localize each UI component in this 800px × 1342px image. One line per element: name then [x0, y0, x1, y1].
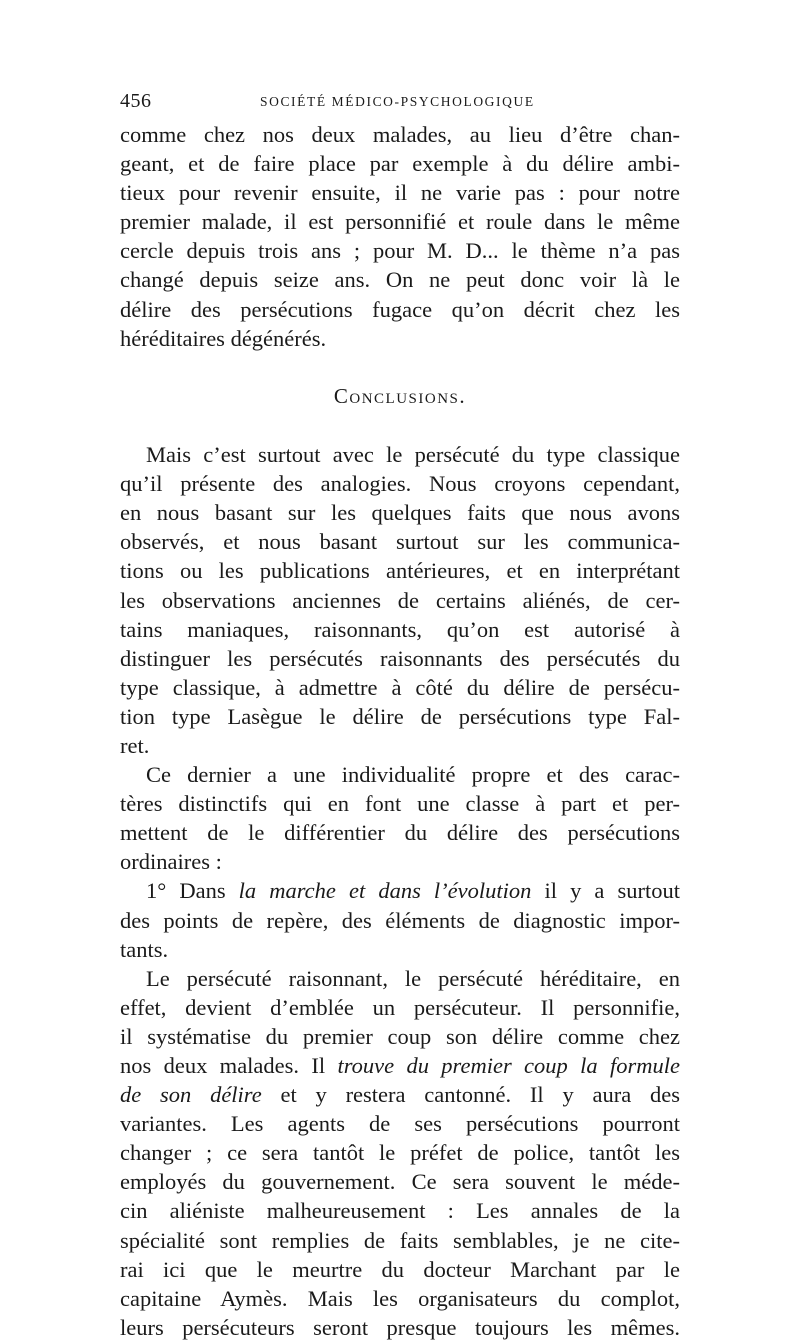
paragraph-continued: [120, 120, 680, 353]
text-line: délire des persécutions fugace qu’on décrit chez les: [120, 296, 680, 322]
text-line: [120, 876, 680, 905]
text-line: spécialité sont remplies de faits semblables, je ne cite-: [120, 1227, 680, 1253]
paragraph: [120, 440, 680, 760]
spacer: [120, 353, 680, 382]
text-line: en nous basant sur les quelques faits que nous avons: [120, 500, 680, 526]
text-line: tion type Lasègue le délire de persécutions type Fal-: [120, 703, 680, 729]
paragraph: [120, 760, 680, 876]
running-head: [120, 90, 680, 116]
text-line: mettent de le différentier du délire des persécutions: [120, 820, 680, 846]
body-text: [120, 120, 680, 1342]
text-run: il y a surtout: [531, 878, 680, 904]
text-line: changer ; ce sera tantôt le préfet de police, tantôt les: [120, 1140, 680, 1166]
italic-text: de son délire: [120, 1082, 262, 1108]
text-line: il systématise du premier coup son délire comme chez: [120, 1023, 680, 1049]
section-heading: [120, 382, 680, 411]
text-line: tains maniaques, raisonnants, qu’on est autorisé à: [120, 616, 680, 642]
text-line: [120, 1080, 680, 1109]
text-run: et y restera cantonné. Il y aura des: [261, 1082, 680, 1108]
text-line: tions ou les publications antérieures, et en interprétant: [120, 558, 680, 584]
text-line: héréditaires dégénérés.: [120, 325, 327, 351]
text-line: cercle depuis trois ans ; pour M. D... le thème n’a pas: [120, 238, 680, 264]
text-line: ret.: [120, 732, 150, 758]
text-line: cin aliéniste malheureusement : Les annales de la: [120, 1198, 680, 1224]
text-line: tères distinctifs qui en font une classe à part et per-: [120, 791, 680, 817]
text-line: variantes. Les agents de ses persécutions pourront: [120, 1111, 680, 1137]
paragraph: [120, 964, 680, 1342]
spacer: [120, 411, 680, 440]
text-line: rai ici que le meurtre du docteur Marchant par le: [120, 1256, 680, 1282]
text-line: observés, et nous basant surtout sur les communica-: [120, 529, 680, 555]
text-line: qu’il présente des analogies. Nous croyons cependant,: [120, 471, 680, 497]
text-run: nos deux malades. Il: [120, 1053, 338, 1078]
journal-title: SOCIÉTÉ MÉDICO-PSYCHOLOGIQUE: [260, 94, 535, 109]
text-run: 1° Dans: [146, 878, 239, 904]
text-line: Le persécuté raisonnant, le persécuté héréditaire, en: [146, 965, 680, 991]
text-line: type classique, à admettre à côté du délire de persécu-: [120, 674, 680, 700]
text-line: Mais c’est surtout avec le persécuté du type classique: [146, 442, 680, 468]
text-line: premier malade, il est personnifié et roule dans le même: [120, 209, 680, 235]
text-line: distinguer les persécutés raisonnants des persécutés du: [120, 645, 680, 671]
page-number: 456: [120, 90, 152, 112]
text-line: leurs persécuteurs seront presque toujours les mêmes.: [120, 1314, 680, 1340]
text-line: capitaine Aymès. Mais les organisateurs du complot,: [120, 1285, 680, 1311]
text-line: Ce dernier a une individualité propre et des carac-: [146, 762, 680, 788]
text-line: employés du gouvernement. Ce sera souvent le méde-: [120, 1169, 680, 1195]
text-line: [120, 1051, 680, 1080]
text-line: des points de repère, des éléments de diagnostic impor-: [120, 907, 680, 933]
text-line: geant, et de faire place par exemple à du délire ambi-: [120, 151, 680, 177]
paragraph: [120, 876, 680, 963]
text-line: tants.: [120, 936, 169, 962]
text-line: effet, devient d’emblée un persécuteur. Il personnifie,: [120, 994, 680, 1020]
italic-text: trouve du premier coup la formule: [337, 1053, 680, 1078]
italic-text: la marche et dans l’évolution: [238, 878, 532, 904]
text-line: changé depuis seize ans. On ne peut donc voir là le: [120, 267, 680, 293]
section-heading-text: Conclusions.: [333, 383, 467, 408]
text-line: tieux pour revenir ensuite, il ne varie pas : pour notre: [120, 180, 680, 206]
text-line: ordinaires :: [120, 849, 222, 875]
text-line: les observations anciennes de certains aliénés, de cer-: [120, 587, 680, 613]
text-line: comme chez nos deux malades, au lieu d’être chan-: [120, 122, 680, 147]
